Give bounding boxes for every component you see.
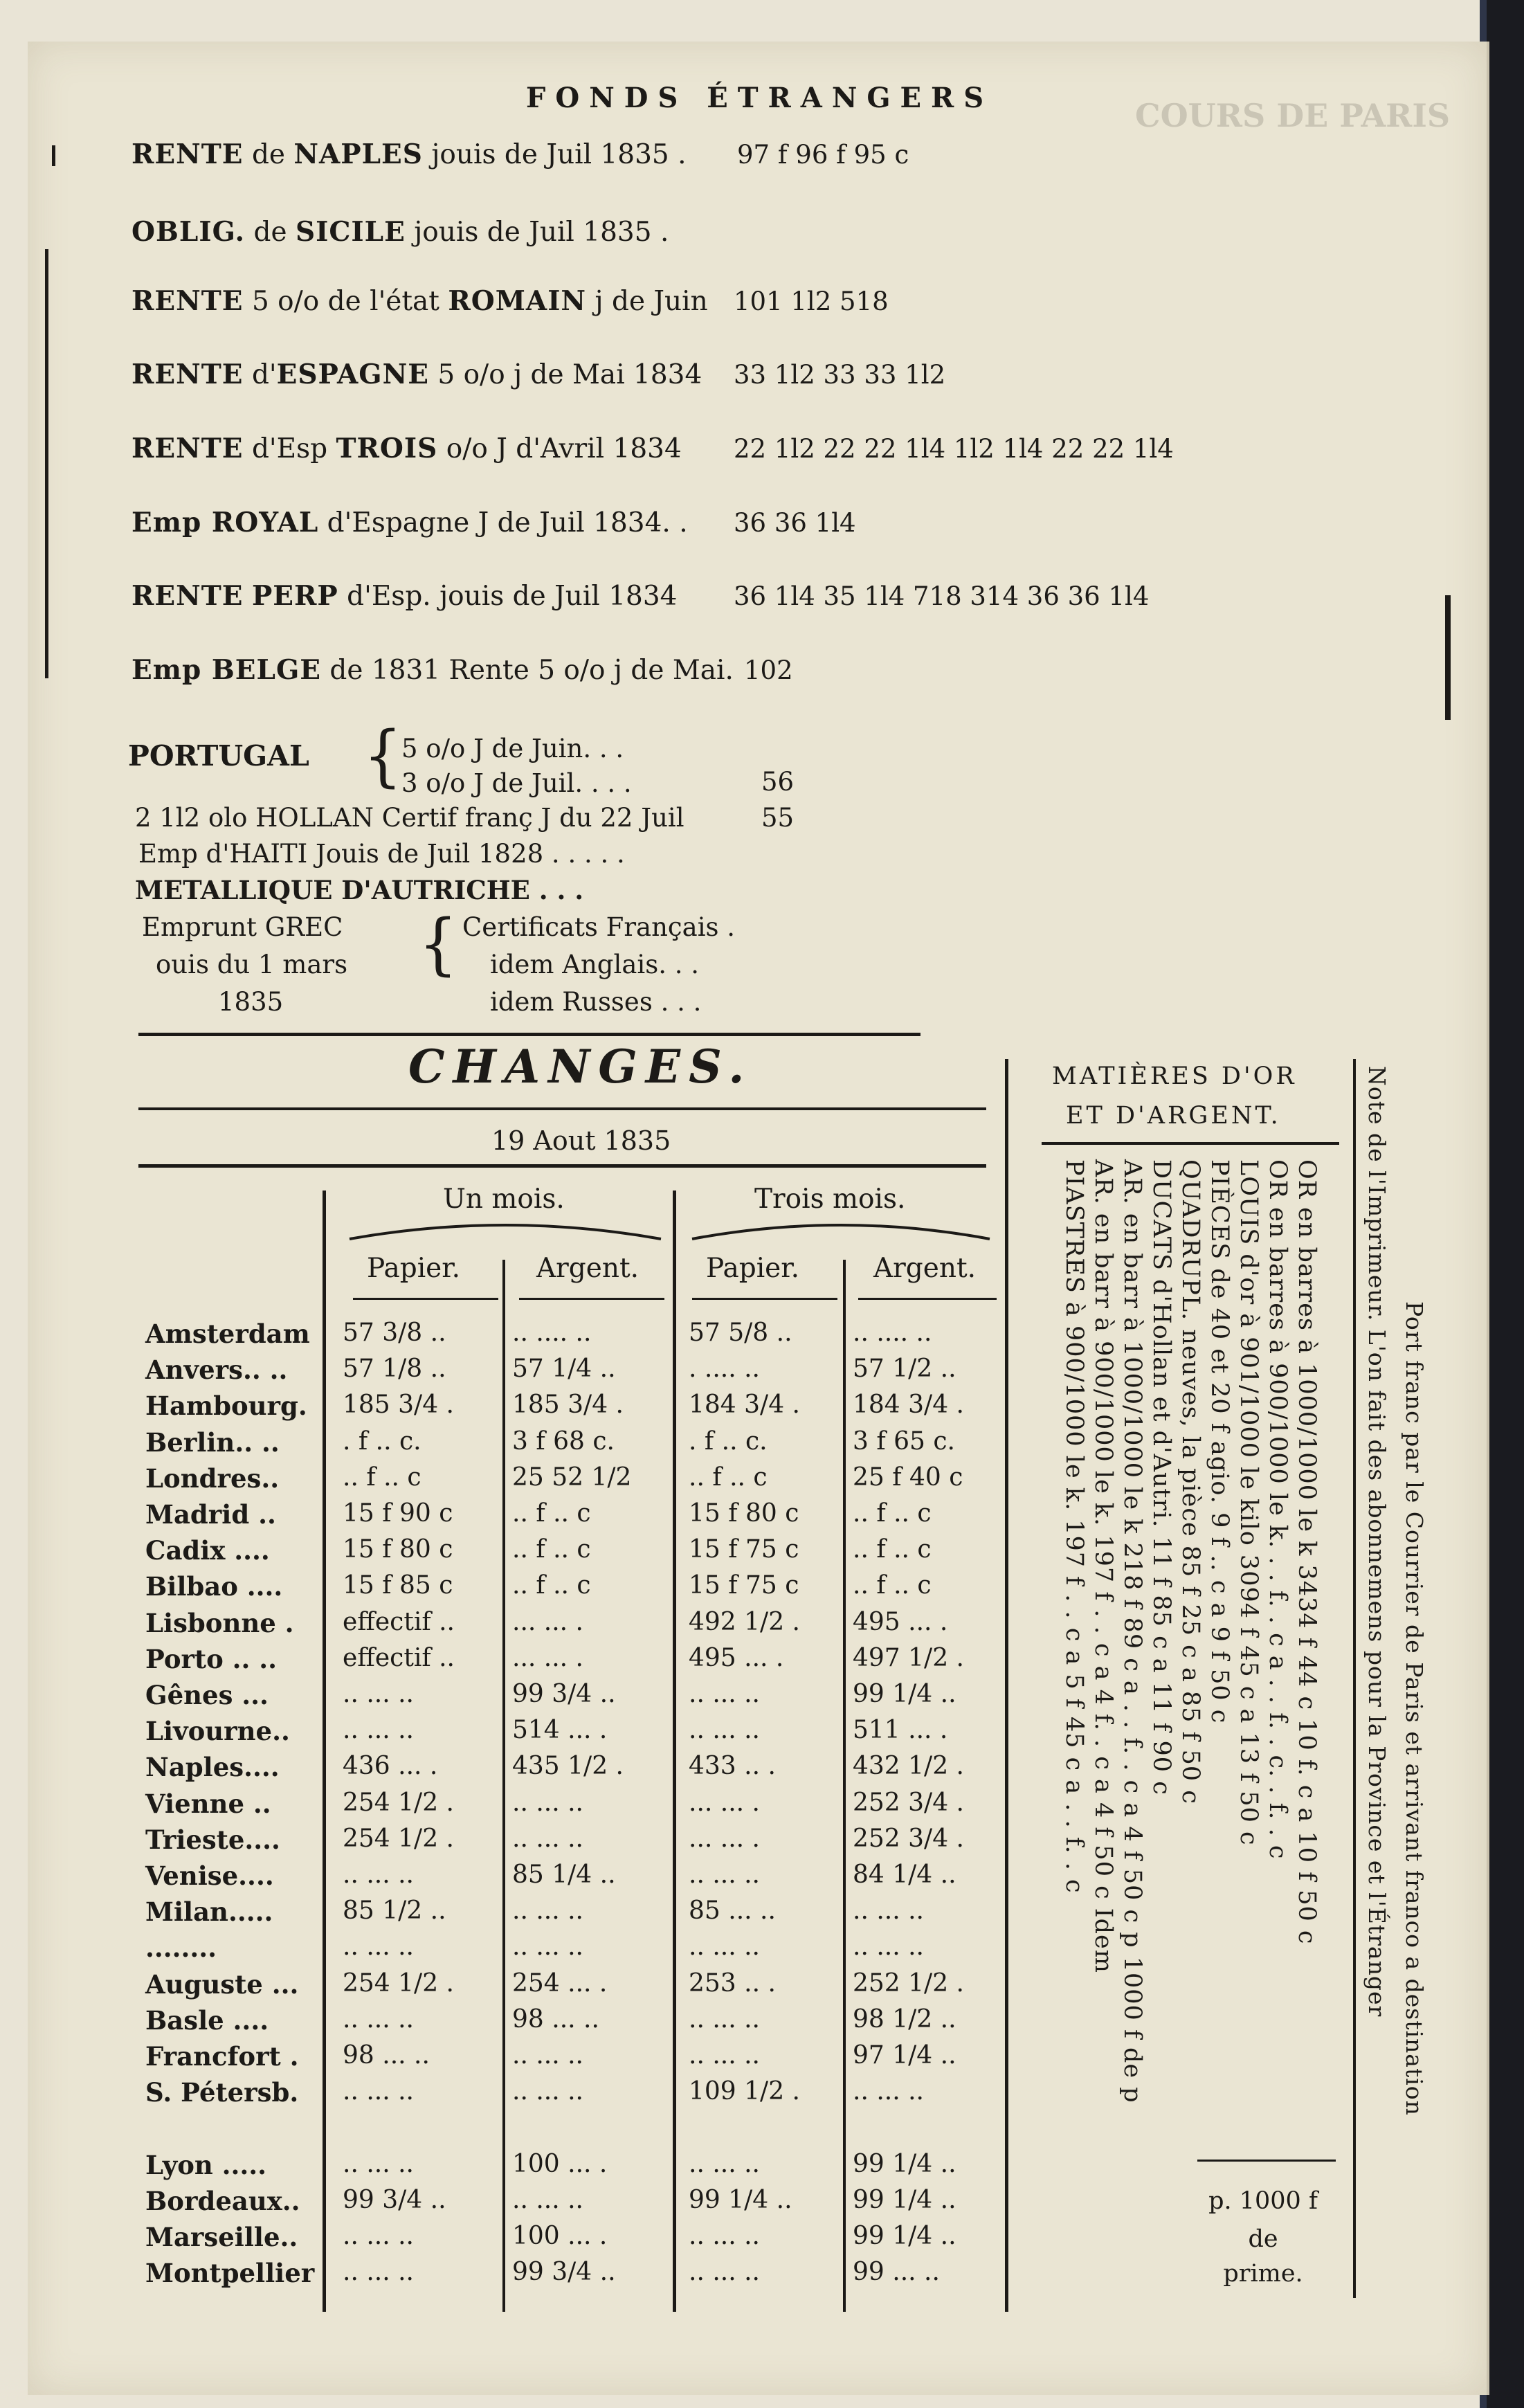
fonds-row-text: o/o J d'Avril 1834 [437, 433, 682, 464]
matiere-line: OR en barres à 900/1000 le k. . . f. . c a . . f. . c. . f. . c [1264, 1159, 1291, 1860]
fonds-row-text: de [243, 139, 294, 170]
fonds-row-keyword: OBLIG. [131, 216, 246, 248]
prime-line1: p. 1000 f [1208, 2187, 1318, 2215]
rate-cell: .. .... .. [853, 1319, 932, 1347]
fonds-row-text: 5 o/o j de Mai 1834 [428, 359, 702, 390]
matiere-line: OR en barres à 1000/1000 le k 3434 f 44 c 10 f. c a 10 f 50 c [1293, 1159, 1321, 1945]
fonds-row-value: 101 1l2 518 [734, 287, 889, 316]
rate-cell: 99 1/4 .. [853, 1680, 956, 1708]
city-label: Berlin.. .. [145, 1427, 280, 1458]
matieres-title-2: ET D'ARGENT. [1066, 1102, 1281, 1130]
rate-cell: 15 f 90 c [343, 1499, 453, 1528]
margin-mark [52, 145, 55, 166]
matiere-line: PIÈCES de 40 et 20 f agio. 9 f .. c a 9 f 50 c [1206, 1159, 1233, 1724]
city-label: Amsterdam [145, 1319, 310, 1349]
rate-cell: .. ... .. [853, 1896, 924, 1925]
rate-cell: .. ... .. [343, 2150, 414, 2178]
rate-cell: 25 52 1/2 [512, 1463, 632, 1492]
rate-cell: .. f .. c [343, 1463, 421, 1492]
grec-label3: 1835 [218, 987, 284, 1017]
col-argent-1: Argent. [536, 1253, 639, 1284]
matiere-line: PIASTRES à 900/1000 le k. 197 f . . c a 5 f 45 c a . . f. . c [1060, 1159, 1088, 1894]
city-label: Vienne .. [145, 1789, 271, 1819]
rate-cell: .. ... .. [689, 2258, 760, 2286]
printer-note-2: Port franc par le Courrier de Paris et arrivant franco a destination [1401, 1301, 1428, 2116]
rate-cell: . f .. c. [343, 1427, 421, 1456]
city-label: Naples.... [145, 1752, 280, 1782]
rate-cell: .. ... .. [343, 2258, 414, 2286]
rate-cell: 185 3/4 . [512, 1391, 624, 1419]
city-label: Marseille.. [145, 2222, 298, 2252]
col-papier-1: Papier. [367, 1253, 461, 1284]
rate-cell: 57 1/4 .. [512, 1355, 616, 1383]
rate-cell: 3 f 68 c. [512, 1427, 615, 1456]
rate-cell: 15 f 85 c [343, 1571, 453, 1600]
rate-cell: 99 3/4 .. [343, 2186, 446, 2214]
rate-cell: .. f .. c [853, 1571, 932, 1600]
city-label: Auguste ... [145, 1969, 299, 2000]
rate-cell: ... ... . [512, 1608, 583, 1636]
city-label: Anvers.. .. [145, 1355, 288, 1385]
fonds-row-label [131, 216, 669, 248]
prime-line2: de [1248, 2225, 1278, 2253]
rate-cell: 436 ... . [343, 1752, 438, 1780]
fonds-row-value: 36 36 1l4 [734, 508, 856, 538]
rate-cell: ... ... . [689, 1789, 760, 1817]
city-label: Lyon ..... [145, 2150, 267, 2180]
margin-mark [45, 249, 48, 678]
rate-cell: .. ... .. [512, 1825, 583, 1853]
portugal-line2: 3 o/o J de Juil. . . . [401, 768, 632, 798]
city-label: Livourne.. [145, 1716, 290, 1746]
fonds-row-text: d' [243, 359, 277, 390]
matieres-title-1: MATIÈRES D'OR [1052, 1062, 1297, 1090]
fonds-row-text: j de Juin [586, 286, 708, 317]
rate-cell: 57 1/8 .. [343, 1355, 446, 1383]
rate-cell: 254 1/2 . [343, 1789, 454, 1817]
column-rule [502, 1260, 505, 2312]
city-label: Bilbao .... [145, 1571, 283, 1602]
rate-cell: 98 ... .. [343, 2041, 430, 2070]
fonds-row-keyword: SICILE [295, 216, 406, 248]
fonds-row-value: 33 1l2 33 33 1l2 [734, 360, 946, 390]
rate-cell: 98 1/2 .. [853, 2005, 956, 2034]
rate-cell: 252 1/2 . [853, 1969, 964, 1998]
rate-cell: 185 3/4 . [343, 1391, 454, 1419]
rate-cell: .. f .. c [512, 1499, 591, 1528]
rate-cell: 84 1/4 .. [853, 1861, 956, 1889]
fonds-row-keyword: BELGE [211, 654, 321, 686]
rate-cell: .. ... .. [512, 1932, 583, 1961]
fonds-row-value: 36 1l4 35 1l4 718 314 36 36 1l4 [734, 581, 1150, 611]
rate-cell: 100 ... . [512, 2222, 608, 2250]
city-label: Lisbonne . [145, 1608, 294, 1638]
column-underline [692, 1298, 837, 1300]
rate-cell: .. ... .. [343, 2222, 414, 2250]
fonds-row-text: d'Esp. jouis de Juil 1834 [338, 581, 678, 612]
grec-item2: idem Anglais. . . [490, 950, 700, 979]
fonds-row-text: de 1831 Rente 5 o/o j de Mai. [321, 655, 734, 686]
column-rule [1005, 1059, 1008, 2312]
city-label: Montpellier [145, 2258, 315, 2288]
fonds-row-label [131, 507, 688, 538]
rate-cell: 254 1/2 . [343, 1969, 454, 1998]
swoosh-ornament [346, 1218, 664, 1246]
column-underline [858, 1298, 997, 1300]
city-label: Milan..... [145, 1896, 273, 1927]
rate-cell: ... ... . [689, 1825, 760, 1853]
col-papier-2: Papier. [706, 1253, 800, 1284]
section-rule [138, 1033, 920, 1036]
fonds-row-label [131, 654, 734, 686]
fonds-row-label [131, 433, 682, 464]
fonds-row-keyword: ROYAL [211, 507, 319, 538]
city-label: Trieste.... [145, 1825, 280, 1855]
rate-cell: 492 1/2 . [689, 1608, 800, 1636]
matiere-line: DUCATS d'Hollan et d'Autri. 11 f 85 c a 11 f 90 c [1147, 1159, 1175, 1795]
portugal-value: 56 [761, 767, 795, 797]
rate-cell: .. ... .. [512, 1789, 583, 1817]
rate-cell: .. f .. c [512, 1535, 591, 1564]
brace: { [363, 716, 402, 795]
group-un-mois: Un mois. [443, 1184, 565, 1215]
rate-cell: .. ... .. [689, 2005, 760, 2034]
rate-cell: 495 ... . [853, 1608, 948, 1636]
rate-cell: 109 1/2 . [689, 2077, 800, 2106]
rate-cell: .. ... .. [512, 2041, 583, 2070]
swoosh-ornament [689, 1218, 993, 1246]
rate-cell: .. f .. c [853, 1499, 932, 1528]
rate-cell: .. ... .. [689, 1716, 760, 1744]
fonds-row-keyword: NAPLES [293, 138, 423, 170]
rate-cell: 99 1/4 .. [853, 2222, 956, 2250]
fonds-row-value: 102 [744, 655, 793, 685]
rate-cell: ... ... . [512, 1644, 583, 1672]
rate-cell: 184 3/4 . [689, 1391, 800, 1419]
column-rule [673, 1191, 676, 2312]
fonds-row-value: 22 1l2 22 22 1l4 1l2 1l4 22 22 1l4 [734, 434, 1174, 464]
rate-cell: 254 1/2 . [343, 1825, 454, 1853]
rate-cell: 100 ... . [512, 2150, 608, 2178]
grec-label1: Emprunt GREC [142, 912, 343, 942]
rate-cell: .. ... .. [343, 1861, 414, 1889]
rate-cell: . f .. c. [689, 1427, 768, 1456]
fonds-row-label [131, 138, 687, 170]
bleed-through-mark: COURS DE PARIS [1135, 97, 1451, 134]
city-label: Madrid .. [145, 1499, 276, 1530]
rate-cell: .. ... .. [853, 2077, 924, 2106]
city-label: Cadix .... [145, 1535, 270, 1566]
column-rule [323, 1191, 326, 2312]
rate-cell: 57 5/8 .. [689, 1319, 792, 1347]
rate-cell: 85 ... .. [689, 1896, 776, 1925]
rate-cell: 495 ... . [689, 1644, 784, 1672]
rate-cell: 511 ... . [853, 1716, 948, 1744]
fonds-row-keyword: TROIS [336, 433, 438, 464]
changes-date: 19 Aout 1835 [491, 1125, 671, 1156]
fonds-row-keyword: ROMAIN [448, 285, 587, 317]
rate-cell: 99 1/4 .. [689, 2186, 792, 2214]
rate-cell: 25 f 40 c [853, 1463, 963, 1492]
fonds-row-text: d'Esp [243, 433, 336, 464]
rate-cell: effectif .. [343, 1608, 455, 1636]
rate-cell: 97 1/4 .. [853, 2041, 956, 2070]
rate-cell: 432 1/2 . [853, 1752, 964, 1780]
group-trois-mois: Trois mois. [754, 1184, 906, 1215]
fonds-title: FONDS ÉTRANGERS [526, 82, 994, 114]
printer-note: Note de l'Imprimeur. L'on fait des abonnemens pour la Province et l'Étranger [1363, 1066, 1390, 2018]
section-rule [138, 1164, 986, 1168]
fonds-row-label [131, 359, 702, 390]
col-argent-2: Argent. [873, 1253, 977, 1284]
changes-title: CHANGES. [408, 1040, 753, 1094]
city-label: ........ [145, 1932, 217, 1963]
section-rule [138, 1107, 986, 1110]
rate-cell: 3 f 65 c. [853, 1427, 955, 1456]
rate-cell: 98 ... .. [512, 2005, 599, 2034]
grec-item3: idem Russes . . . [490, 987, 702, 1017]
city-label: Londres.. [145, 1463, 280, 1494]
fonds-row-text: jouis de Juil 1835 . [422, 139, 687, 170]
rate-cell: 15 f 75 c [689, 1571, 799, 1600]
city-label: Porto .. .. [145, 1644, 278, 1674]
rate-cell: .. ... .. [689, 2041, 760, 2070]
metallique-line: METALLIQUE D'AUTRICHE . . . [135, 875, 584, 905]
fonds-row-label [131, 285, 708, 317]
grec-item1: Certificats Français . [462, 912, 736, 942]
fonds-row-text [244, 581, 252, 612]
hollande-value: 55 [761, 803, 795, 833]
rate-cell: .. ... .. [343, 2005, 414, 2034]
column-rule [843, 1260, 846, 2312]
fonds-row-value: 97 f 96 f 95 c [737, 140, 909, 170]
fonds-row-keyword: RENTE [131, 359, 244, 390]
rate-cell: .. ... .. [689, 1932, 760, 1961]
fonds-row-keyword: Emp [131, 507, 212, 538]
rate-cell: 57 3/8 .. [343, 1319, 446, 1347]
haiti-line: Emp d'HAITI Jouis de Juil 1828 . . . . . [138, 839, 625, 869]
city-label: Francfort . [145, 2041, 299, 2072]
fonds-row-keyword: RENTE [131, 580, 244, 612]
rate-cell: 252 3/4 . [853, 1789, 964, 1817]
matiere-line: AR. en barr à 1000/1000 le k 218 f 89 c a . . f. . c a 4 f 50 c p 1000 f de p [1118, 1159, 1146, 2103]
rate-cell: 433 .. . [689, 1752, 776, 1780]
brace: { [419, 904, 457, 984]
scan-background-edge [1487, 0, 1524, 2408]
column-rule [1353, 1059, 1356, 2298]
rate-cell: .. ... .. [689, 1680, 760, 1708]
rate-cell: .. f .. c [689, 1463, 768, 1492]
fonds-row-label [131, 580, 677, 612]
city-label: Gênes ... [145, 1680, 269, 1710]
matiere-line: QUADRUPL. neuves, la pièce 85 f 25 c a 85 f 50 c [1177, 1159, 1204, 1804]
fonds-row-keyword: RENTE [131, 285, 244, 317]
section-rule [1042, 1142, 1339, 1145]
column-underline [519, 1298, 664, 1300]
city-label: Basle .... [145, 2005, 269, 2036]
matiere-line: AR. en barr à 900/1000 le k. 197 f . . c a 4 f. . c a 4 f 50 c Idem [1089, 1159, 1117, 1973]
rate-cell: .. ... .. [689, 2222, 760, 2250]
rate-cell: 254 ... . [512, 1969, 608, 1998]
rate-cell: .. ... .. [343, 2077, 414, 2106]
fonds-row-keyword: ESPAGNE [276, 359, 429, 390]
rate-cell: 435 1/2 . [512, 1752, 624, 1780]
portugal-label: PORTUGAL [128, 739, 309, 772]
rate-cell: .. .... .. [512, 1319, 592, 1347]
rate-cell: 85 1/4 .. [512, 1861, 616, 1889]
rate-cell: .. ... .. [689, 1861, 760, 1889]
grec-label2: ouis du 1 mars [156, 950, 348, 979]
rate-cell: .. ... .. [689, 2150, 760, 2178]
rate-cell: 15 f 75 c [689, 1535, 799, 1564]
fonds-row-text: 5 o/o de l'état [243, 286, 448, 317]
rate-cell: 99 3/4 .. [512, 1680, 616, 1708]
rate-cell: 184 3/4 . [853, 1391, 964, 1419]
matiere-line: LOUIS d'or à 901/1000 le kilo 3094 f 45 c a 13 f 50 c [1235, 1159, 1262, 1846]
hollande-line: 2 1l2 olo HOLLAN Certif franç J du 22 Juil [135, 803, 684, 833]
rate-cell: 57 1/2 .. [853, 1355, 956, 1383]
city-label: Venise.... [145, 1861, 274, 1891]
rate-cell: .. ... .. [343, 1932, 414, 1961]
rate-cell: .. ... .. [512, 2077, 583, 2106]
fonds-row-text: jouis de Juil 1835 . [405, 217, 669, 248]
rate-cell: . .... .. [689, 1355, 760, 1383]
margin-mark [1445, 595, 1451, 720]
rate-cell: 252 3/4 . [853, 1825, 964, 1853]
rate-cell: 497 1/2 . [853, 1644, 964, 1672]
rate-cell: 15 f 80 c [689, 1499, 799, 1528]
rate-cell: 253 .. . [689, 1969, 776, 1998]
rate-cell: .. f .. c [512, 1571, 591, 1600]
rate-cell: 514 ... . [512, 1716, 608, 1744]
fonds-row-text: d'Espagne J de Juil 1834. . [318, 507, 688, 538]
rate-cell: .. f .. c [853, 1535, 932, 1564]
fonds-row-keyword: PERP [251, 580, 338, 612]
fonds-row-text: de [245, 217, 296, 248]
fonds-row-keyword: Emp [131, 654, 212, 686]
rate-cell: 99 1/4 .. [853, 2150, 956, 2178]
rate-cell: .. ... .. [853, 1932, 924, 1961]
rate-cell: 99 3/4 .. [512, 2258, 616, 2286]
rate-cell: 99 ... .. [853, 2258, 940, 2286]
rate-cell: .. ... .. [512, 1896, 583, 1925]
section-rule [1197, 2160, 1336, 2162]
rate-cell: .. ... .. [343, 1716, 414, 1744]
prime-line3: prime. [1223, 2260, 1303, 2288]
fonds-row-keyword: RENTE [131, 138, 244, 170]
city-label: S. Pétersb. [145, 2077, 299, 2108]
portugal-line1: 5 o/o J de Juin. . . [401, 734, 624, 763]
fonds-row-keyword: RENTE [131, 433, 244, 464]
rate-cell: effectif .. [343, 1644, 455, 1672]
city-label: Bordeaux.. [145, 2186, 300, 2216]
city-label: Hambourg. [145, 1391, 307, 1421]
rate-cell: .. ... .. [343, 1680, 414, 1708]
rate-cell: .. ... .. [512, 2186, 583, 2214]
rate-cell: 85 1/2 .. [343, 1896, 446, 1925]
rate-cell: 99 1/4 .. [853, 2186, 956, 2214]
column-underline [353, 1298, 498, 1300]
rate-cell: 15 f 80 c [343, 1535, 453, 1564]
